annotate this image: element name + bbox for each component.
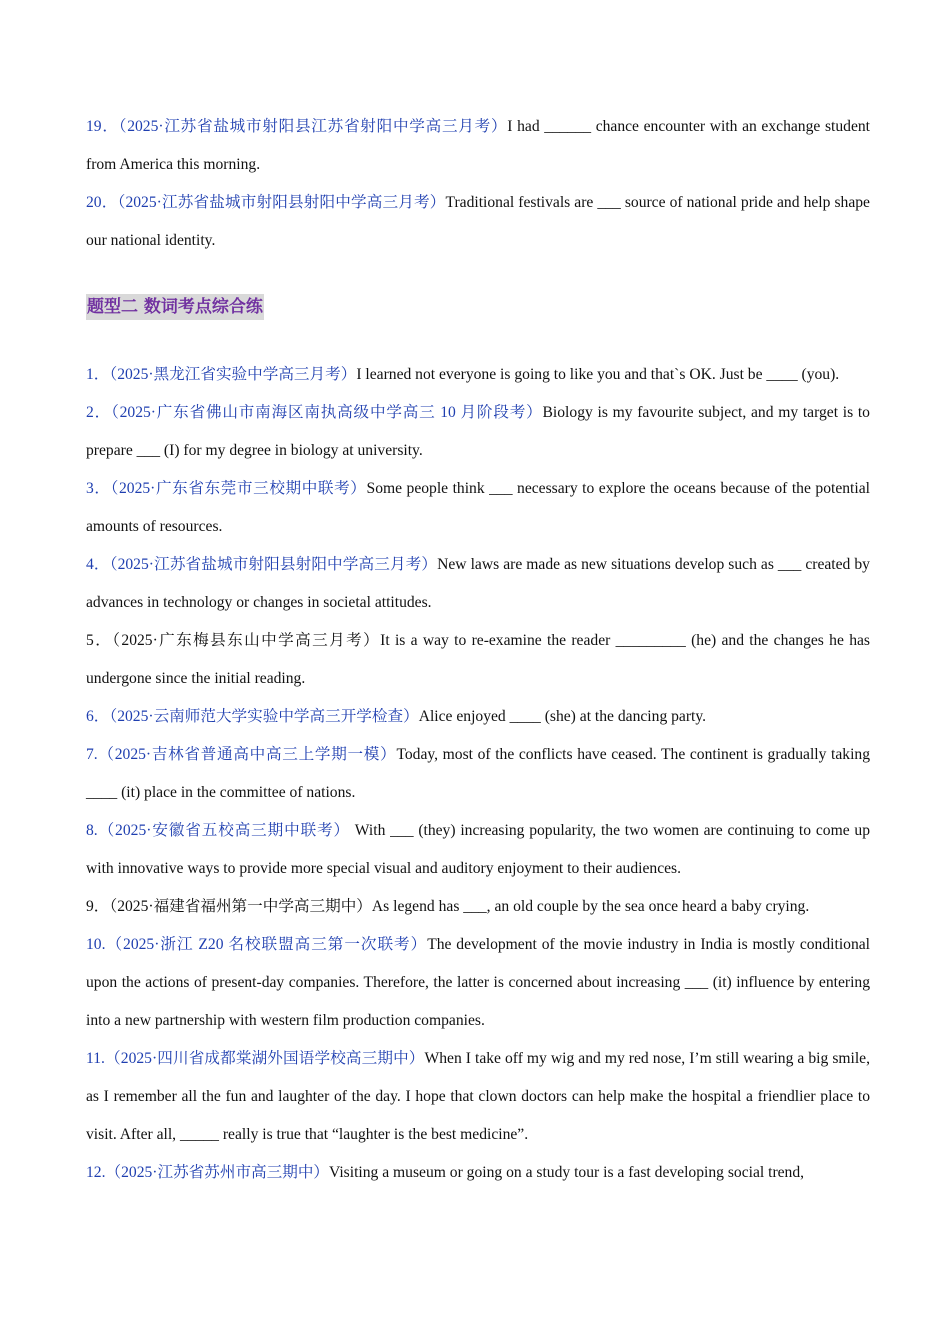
question-text: It is a way to re-examine the reader _________ (he) and the changes he has undergone since the initial reading. [86, 632, 870, 687]
question-item [86, 926, 870, 1040]
question-text: Today, most of the conflicts have ceased. The continent is gradually taking ____ (it) place in the committee of nations. [86, 746, 871, 801]
question-number: 5． [86, 632, 113, 649]
question-text: When I take off my wig and my red nose, I’m still wearing a big smile, as I remember all the fun and laughter of the day. I hope that clown doctors can help make the hospital a friendlier place to visit. After all, _____ really is true that “laughter is the best medicine”. [86, 1050, 870, 1143]
question-source: （2025·广东省东莞市三校期中联考） [110, 480, 367, 497]
question-text: Some people think ___ necessary to explore the oceans because of the potential amounts of resources. [86, 480, 870, 535]
question-number: 9． [86, 898, 110, 915]
question-source: （2025·江苏省盐城市射阳县江苏省射阳中学高三月考） [118, 118, 508, 135]
question-source: （2025·江苏省苏州市高三期中） [105, 1164, 330, 1181]
question-source: （2025·云南师范大学实验中学高三开学检查） [109, 708, 419, 725]
question-number: 8. [86, 822, 98, 839]
question-text: Traditional festivals are ___ source of national pride and help shape our national identity. [86, 194, 870, 249]
question-source: （2025·黑龙江省实验中学高三月考） [109, 366, 357, 383]
question-number: 3． [86, 480, 111, 497]
question-item [86, 698, 870, 736]
question-number: 11. [86, 1050, 105, 1067]
question-text: With ___ (they) increasing popularity, the two women are continuing to come up with innovative ways to provide more special visual and auditory enjoyment to their audiences. [86, 822, 870, 877]
question-number: 7. [86, 746, 98, 763]
question-item [86, 184, 870, 260]
question-number: 1． [86, 366, 110, 383]
question-item [86, 736, 870, 812]
question-item [86, 356, 870, 394]
question-text: New laws are made as new situations develop such as ___ created by advances in technology or changes in societal attitudes. [86, 556, 870, 611]
question-text: Alice enjoyed ____ (she) at the dancing party. [418, 708, 707, 725]
question-item [86, 470, 870, 546]
question-text: The development of the movie industry in India is mostly conditional upon the actions of present-day companies. Therefore, the latter is concerned about increasing ___ (it) influence by entering into a new partnership with western film production companies. [86, 936, 870, 1029]
question-number: 4． [86, 556, 110, 573]
question-text: Visiting a museum or going on a study tour is a fast developing social trend, [329, 1164, 805, 1181]
question-source: （2025·江苏省盐城市射阳县射阳中学高三月考） [117, 194, 446, 211]
question-text: Biology is my favourite subject, and my target is to prepare ___ (I) for my degree in biology at university. [86, 404, 870, 459]
question-source: （2025·福建省福州第一中学高三期中） [109, 898, 372, 915]
question-number: 10. [86, 936, 106, 953]
question-item [86, 812, 870, 888]
question-text: I learned not everyone is going to like you and that`s OK. Just be ____ (you). [356, 366, 840, 383]
question-source: （2025·吉林省普通高中高三上学期一模） [97, 746, 397, 763]
question-number: 6． [86, 708, 110, 725]
question-item [86, 394, 870, 470]
question-number: 2． [86, 404, 111, 421]
question-item [86, 1154, 870, 1192]
question-number: 19． [86, 118, 119, 135]
question-item [86, 888, 870, 926]
question-number: 20． [86, 194, 118, 211]
question-list-numerals [86, 356, 870, 1192]
question-item [86, 1040, 870, 1154]
question-source: （2025·江苏省盐城市射阳县射阳中学高三月考） [109, 556, 438, 573]
question-number: 12. [86, 1164, 106, 1181]
question-item [86, 622, 870, 698]
question-source: （2025·安徽省五校高三期中联考） [97, 822, 351, 839]
question-item [86, 546, 870, 622]
section-header [86, 294, 870, 326]
question-source: （2025·广东梅县东山中学高三月考） [112, 632, 381, 649]
question-text: I had ______ chance encounter with an exchange student from America this morning. [86, 118, 870, 173]
section-title: 题型二 数词考点综合练 [86, 294, 264, 320]
document-page [86, 108, 870, 1192]
question-text: As legend has ___, an old couple by the sea once heard a baby crying. [371, 898, 810, 915]
question-source: （2025·广东省佛山市南海区南执高级中学高三 10 月阶段考） [111, 404, 543, 421]
question-source: （2025·浙江 Z20 名校联盟高三第一次联考） [105, 936, 428, 953]
question-item [86, 108, 870, 184]
question-source: （2025·四川省成都棠湖外国语学校高三期中） [104, 1050, 425, 1067]
question-list-top [86, 108, 870, 260]
